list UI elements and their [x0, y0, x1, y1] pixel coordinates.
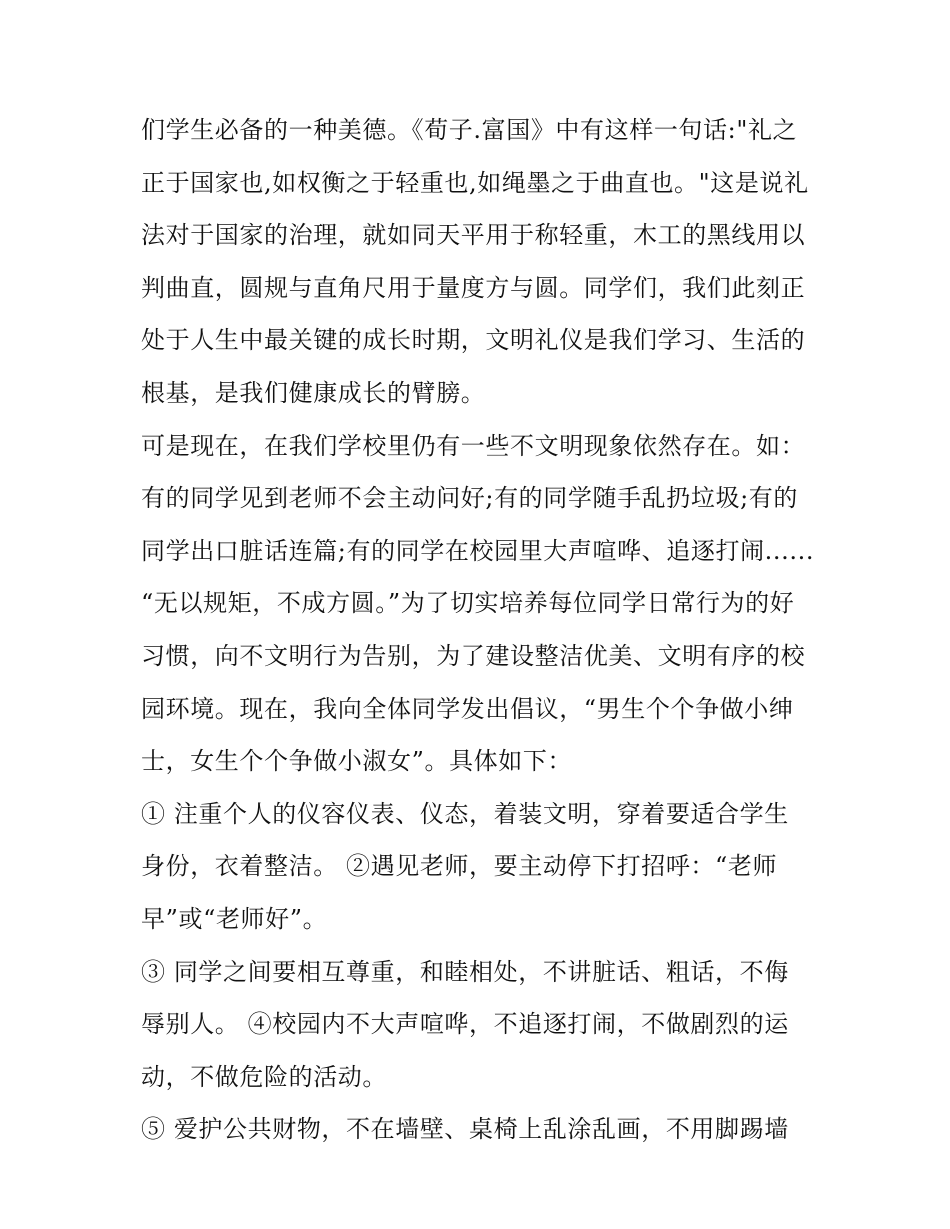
text-line: 处于人生中最关键的成长时期，文明礼仪是我们学习、生活的 [141, 326, 806, 355]
list-item-line: 动，不做危险的活动。 [141, 1062, 387, 1091]
text-line: 有的同学见到老师不会主动问好;有的同学随手乱扔垃圾;有的 [141, 484, 798, 513]
text-line: 正于国家也,如权衡之于轻重也,如绳墨之于曲直也。"这是说礼 [141, 168, 809, 197]
list-item-line: ③ 同学之间要相互尊重，和睦相处，不讲脏话、粗话，不侮 [141, 957, 789, 986]
list-item-line: 早”或“老师好”。 [141, 904, 328, 933]
body-text [141, 104, 821, 1156]
text-line: 同学出口脏话连篇;有的同学在校园里大声喧哗、追逐打闹...... [141, 536, 815, 565]
text-line: 们学生必备的一种美德。《荀子.富国》中有这样一句话:"礼之 [141, 116, 798, 144]
text-line: 习惯，向不文明行为告别，为了建设整洁优美、文明有序的校 [141, 641, 806, 670]
text-line: 根基，是我们健康成长的臂膀。 [141, 378, 486, 407]
list-item-line: ① 注重个人的仪容仪表、仪态，着装文明，穿着要适合学生 [141, 799, 789, 828]
list-item-line: 身份，衣着整洁。 ②遇见老师，要主动停下打招呼：“老师 [141, 852, 778, 881]
text-line: 法对于国家的治理，就如同天平用于称轻重，木工的黑线用以 [141, 221, 806, 250]
text-line: 可是现在，在我们学校里仍有一些不文明现象依然存在。如： [141, 431, 806, 460]
text-line: 士，女生个个争做小淑女”。具体如下： [141, 747, 573, 776]
list-item-line: ⑤ 爱护公共财物，不在墙壁、桌椅上乱涂乱画，不用脚踢墙 [141, 1115, 789, 1144]
text-line: 园环境。现在，我向全体同学发出倡议，“男生个个争做小绅 [141, 694, 794, 723]
list-item-line: 辱别人。 ④校园内不大声喧哗，不追逐打闹，不做剧烈的运 [141, 1010, 789, 1039]
text-line: “无以规矩，不成方圆。”为了切实培养每位同学日常行为的好 [141, 589, 795, 618]
text-line: 判曲直，圆规与直角尺用于量度方与圆。同学们，我们此刻正 [141, 273, 806, 302]
